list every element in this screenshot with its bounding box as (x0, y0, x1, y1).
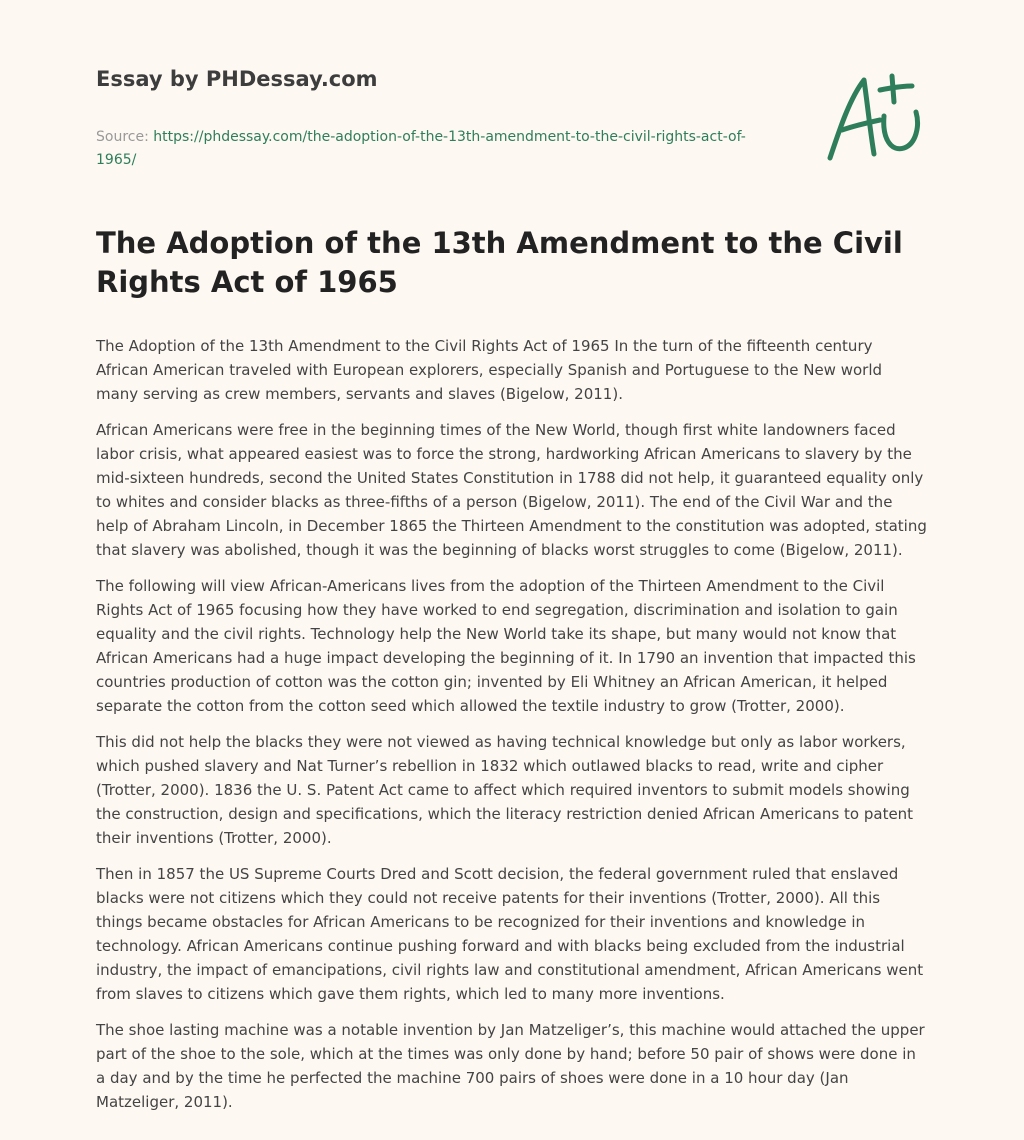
source-line (96, 126, 756, 172)
page-header (96, 64, 796, 172)
essay-paragraph: The following will view African-Americans lives from the adoption of the Thirteen Amendment to the Civil Rights Act of 1965 focusing how they have worked to end segregation, discrimination and isolation to gain equality and the civil rights. Technology help the New World take its shape, but many would not know that African Americans had a huge impact developing the beginning of it. In 1790 an invention that impacted this countries production of cotton was the cotton gin; invented by Eli Whitney an African American, it helped separate the cotton from the cotton seed which allowed the textile industry to grow (Trotter, 2000). (96, 577, 916, 715)
essay-paragraph: African Americans were free in the beginning times of the New World, though first white landowners faced labor crisis, what appeared easiest was to force the strong, hardworking African Americans to slavery by the mid-sixteen hundreds, second the United States Constitution in 1788 did not help, it guaranteed equality only to whites and consider blacks as three-fifths of a person (Bigelow, 2011). The end of the Civil War and the help of Abraham Lincoln, in December 1865 the Thirteen Amendment to the constitution was adopted, stating that slavery was abolished, though it was the beginning of blacks worst struggles to come (Bigelow, 2011). (96, 421, 927, 559)
site-title: Essay by PHDessay.com (96, 67, 378, 91)
essay-paragraph: The shoe lasting machine was a notable invention by Jan Matzeliger’s, this machine would attached the upper part of the shoe to the sole, which at the times was only done by hand; before 50 pair of shows were done in a day and by the time he perfected the machine 700 pairs of shoes were done in a 10 hour day (Jan Matzeliger, 2011). (96, 1021, 925, 1111)
source-link[interactable]: https://phdessay.com/the-adoption-of-the-13th-amendment-to-the-civil-rights-act-of-1965/ (96, 129, 746, 168)
essay-article (96, 224, 928, 1126)
source-label: Source: (96, 129, 154, 145)
essay-paragraph: This did not help the blacks they were not viewed as having technical knowledge but only as labor workers, which pushed slavery and Nat Turner’s rebellion in 1832 which outlawed blacks to read, write and cipher (Trotter, 2000). 1836 the U. S. Patent Act came to affect which required inventors to submit models showing the construction, design and specifications, which the literacy restriction denied African Americans to patent their inventions (Trotter, 2000). (96, 733, 914, 847)
essay-paragraph: Then in 1857 the US Supreme Courts Dred and Scott decision, the federal government ruled that enslaved blacks were not citizens which they could not receive patents for their inventions (Trotter, 2000). All this things became obstacles for African Americans to be recognized for their inventions and knowledge in technology. African Americans continue pushing forward and with blacks being excluded from the industrial industry, the impact of emancipations, civil rights law and constitutional amendment, African Americans went from slaves to citizens which gave them rights, which led to many more inventions. (96, 865, 924, 1003)
essay-title: The Adoption of the 13th Amendment to the Civil Rights Act of 1965 (96, 226, 903, 299)
a-plus-logo-icon (822, 68, 932, 168)
essay-paragraph: The Adoption of the 13th Amendment to the Civil Rights Act of 1965 In the turn of the fifteenth century African American traveled with European explorers, especially Spanish and Portuguese to the New world many serving as crew members, servants and slaves (Bigelow, 2011). (96, 337, 883, 403)
